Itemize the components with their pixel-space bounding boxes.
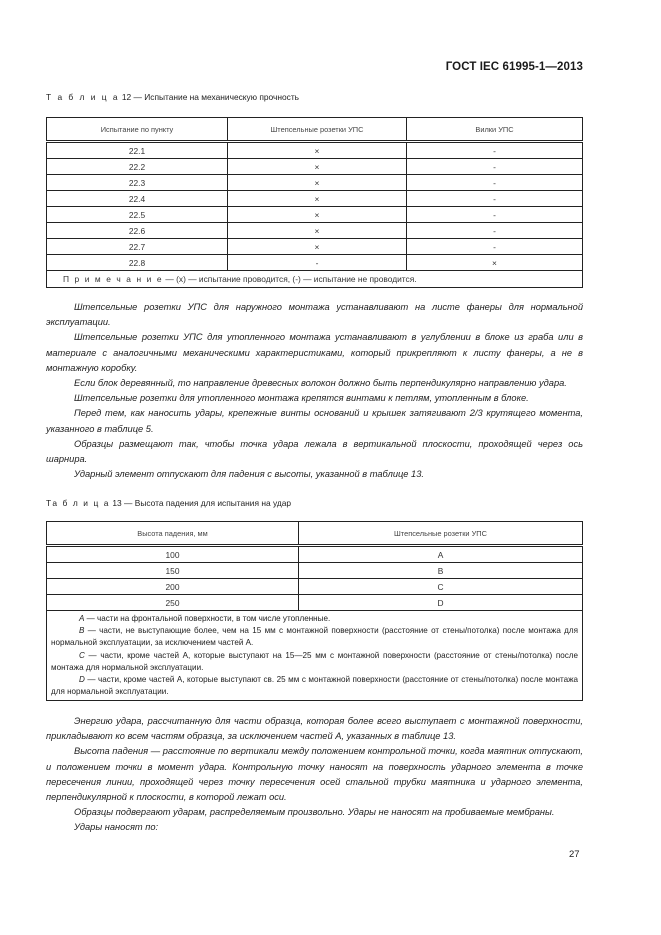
paragraph: Удары наносят по: <box>74 822 159 833</box>
cell: - <box>407 159 583 175</box>
page-number: 27 <box>569 849 580 860</box>
cell: D <box>299 595 583 611</box>
cell: - <box>407 175 583 191</box>
cell: × <box>228 207 407 223</box>
cell: 22.4 <box>47 191 228 207</box>
table-12-caption <box>46 92 299 102</box>
cell: × <box>228 223 407 239</box>
table-legend-row <box>47 611 583 701</box>
cell: A <box>299 546 583 563</box>
cell: C <box>299 579 583 595</box>
cell: × <box>228 175 407 191</box>
legend-key: C <box>79 650 85 660</box>
table-title: 13 — Высота падения для испытания на удар <box>112 498 292 508</box>
paragraph: Перед тем, как наносить удары, крепежные винты оснований и крышек затягивают 2/3 крутящего момента, указанного в таблице 5. <box>46 408 583 434</box>
table-row <box>47 207 583 223</box>
cell: 22.8 <box>47 255 228 271</box>
legend-item <box>51 674 578 698</box>
paragraph: Образцы размещают так, чтобы точка удара лежала в вертикальной плоскости, проходящей через ось шарнира. <box>46 438 583 465</box>
paragraph: Энергию удара, рассчитанную для части образца, которая более всего выступает с монтажной поверхности, прикладывают ко всем частям образца, за исключением частей А, указанных в таблице 13. <box>46 716 583 742</box>
legend-text: — части на фронтальной поверхности, в том числе утопленные. <box>84 614 331 623</box>
legend-key: D <box>79 675 85 685</box>
table-row <box>47 563 583 579</box>
cell: 100 <box>47 546 299 563</box>
table-row <box>47 579 583 595</box>
column-header: Штепсельные розетки УПС <box>228 118 407 142</box>
legend-text: — части, не выступающие более, чем на 15 мм с монтажной поверхности (расстояние от стены/потолка) после монтажа для нормальной эксплуатации, за исключением частей A. <box>51 626 578 648</box>
table-row <box>47 159 583 175</box>
body-text-section-2 <box>46 714 583 836</box>
cell: × <box>228 159 407 175</box>
column-header: Вилки УПС <box>407 118 583 142</box>
paragraph: Образцы подвергают ударам, распределяемым произвольно. Удары не наносят на пробиваемые мембраны. <box>74 807 555 818</box>
paragraph: Если блок деревянный, то направление древесных волокон должно быть перпендикулярно направлению удара. <box>74 378 567 389</box>
paragraph: Высота падения — расстояние по вертикали между положением контрольной точки, когда маятник отпускают, и положением точки в момент удара. Контрольную точку наносят на поверхность ударного элемента в точке пересечения линии, проходящей через точку пересечения осей стальной трубки маятника и ударного элемента, перпендикулярной к плоскости, в которой лежат оси. <box>46 746 583 803</box>
table-title: 12 — Испытание на механическую прочность <box>121 92 300 102</box>
table-row <box>47 595 583 611</box>
paragraph: Ударный элемент отпускают для падения с высоты, указанной в таблице 13. <box>74 469 424 480</box>
paragraph: Штепсельные розетки для утопленного монтажа крепятся винтами к петлям, утопленным в блоке. <box>74 393 529 404</box>
cell: - <box>407 207 583 223</box>
legend-key: B <box>79 626 85 636</box>
table-note-row <box>47 271 583 288</box>
body-text-section-1 <box>46 300 583 482</box>
cell: 22.5 <box>47 207 228 223</box>
legend-text: — части, кроме частей A, которые выступают св. 25 мм с монтажной поверхности (расстояние от стены/потолка) после монтажа для нормальной эксплуатации. <box>51 675 578 697</box>
cell: × <box>228 239 407 255</box>
cell: - <box>228 255 407 271</box>
table-row <box>47 142 583 159</box>
table-note <box>47 271 583 288</box>
table-header-row <box>47 522 583 546</box>
cell: - <box>407 239 583 255</box>
table-13-caption <box>46 498 291 508</box>
table-12 <box>46 117 583 288</box>
cell: 22.2 <box>47 159 228 175</box>
cell: × <box>228 191 407 207</box>
column-header: Испытание по пункту <box>47 118 228 142</box>
table-label: Т а б л и ц а <box>46 92 120 102</box>
cell: - <box>407 142 583 159</box>
cell: 250 <box>47 595 299 611</box>
document-id: ГОСТ IEC 61995-1—2013 <box>445 61 583 73</box>
cell: - <box>407 191 583 207</box>
table-row <box>47 255 583 271</box>
cell: 22.6 <box>47 223 228 239</box>
table-row <box>47 175 583 191</box>
cell: - <box>407 223 583 239</box>
legend-item <box>51 625 578 649</box>
note-label: П р и м е ч а н и е <box>63 274 164 284</box>
cell: 200 <box>47 579 299 595</box>
legend-text: — части, кроме частей А, которые выступают на 15—25 мм с монтажной поверхности (расстояние от стены/потолка) после монтажа для нормальной эксплуатации. <box>51 650 578 672</box>
table-header-row <box>47 118 583 142</box>
legend-item <box>51 650 578 674</box>
table-legend <box>47 611 583 701</box>
table-row <box>47 223 583 239</box>
cell: 150 <box>47 563 299 579</box>
cell: × <box>407 255 583 271</box>
note-text: — (x) — испытание проводится, (-) — испытание не проводится. <box>163 274 417 284</box>
column-header: Штепсельные розетки УПС <box>299 522 583 546</box>
cell: × <box>228 142 407 159</box>
cell: 22.1 <box>47 142 228 159</box>
paragraph: Штепсельные розетки УПС для утопленного монтажа устанавливают в углублении в блоке из граба или в материале с аналогичными механическими характеристиками, который прикрепляют к листу фанеры, а не в монтажную коробку. <box>46 332 583 373</box>
table-row <box>47 191 583 207</box>
table-row <box>47 239 583 255</box>
legend-item <box>51 613 578 625</box>
cell: 22.7 <box>47 239 228 255</box>
column-header: Высота падения, мм <box>47 522 299 546</box>
legend-key: A <box>79 614 85 623</box>
cell: 22.3 <box>47 175 228 191</box>
table-13 <box>46 521 583 701</box>
table-label: Та б л и ц а <box>46 498 111 508</box>
table-row <box>47 546 583 563</box>
paragraph: Штепсельные розетки УПС для наружного монтажа устанавливают на листе фанеры для нормальной эксплуатации. <box>46 302 583 328</box>
cell: B <box>299 563 583 579</box>
